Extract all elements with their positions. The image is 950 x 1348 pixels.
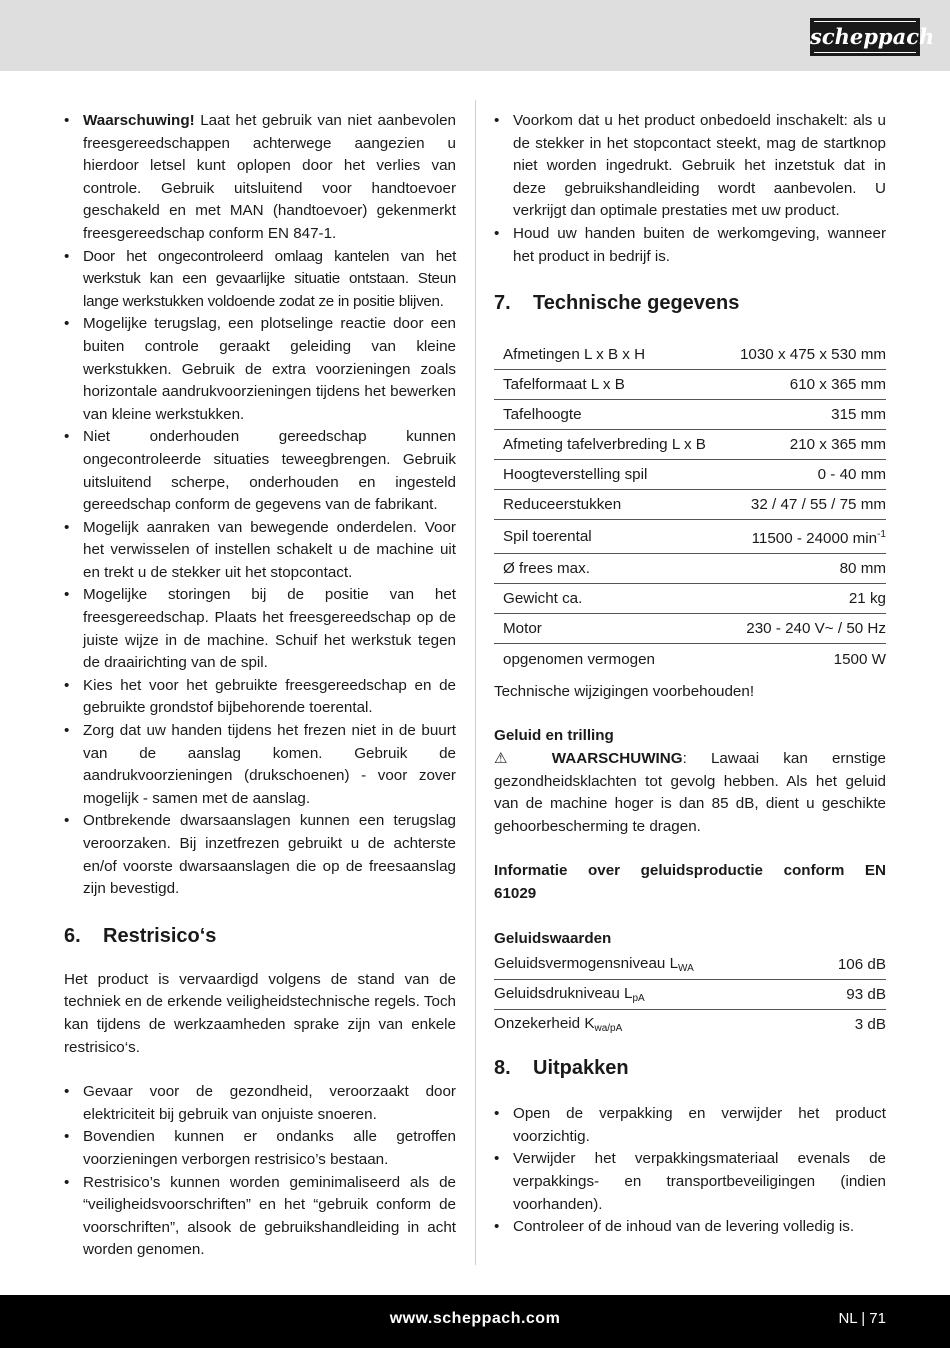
table-row: Afmetingen L x B x H 1030 x 475 x 530 mm (494, 340, 886, 370)
list-item: • Waarschuwing! Laat het gebruik van niet aanbevolen freesgereedschappen achterwege aangezien u hierdoor letsel kunt oplopen door het verlies van controle. Gebruik uitsluitend voor handtoevoer geschakeld en met MAN (handtoevoer) gekenmerkt freesgereedschap conform EN 847-1. (64, 110, 456, 246)
table-row: Ø frees max. 80 mm (494, 554, 886, 584)
right-column (494, 110, 886, 1239)
table-row: Gewicht ca. 21 kg (494, 584, 886, 614)
list-item: • Kies het voor het gebruikte freesgereedschap en de gebruikte grondstof bijbehorende toerental. (64, 675, 456, 720)
list-item: • Door het ongecontroleerd omlaag kantelen van het werkstuk kan een gevaarlijke situatie ontstaan. Steun lange werkstukken voldoende zodat ze in positie blijven. (64, 246, 456, 314)
page-header (0, 0, 950, 71)
section-7-heading: 7. Technische gegevens (494, 292, 740, 315)
list-item: • Verwijder het verpakkingsmateriaal evenals de verpakkings- en transportbeveiligingen (indien voorhanden). (494, 1148, 886, 1216)
residual-risk-list (64, 1081, 456, 1262)
website-link[interactable]: www.scheppach.com (389, 1310, 561, 1327)
list-item: • Bovendien kunnen er ondanks alle getroffen voorzieningen verborgen restrisico’s bestaan. (64, 1126, 456, 1171)
list-item: • Restrisico’s kunnen worden geminimaliseerd als de “veiligheidsvoorschriften” en het “gebruik conform de voorschriften”, alsook de gebruikshandleiding in acht worden genomen. (64, 1172, 456, 1262)
table-row: Afmeting tafelverbreding L x B 210 x 365 mm (494, 430, 886, 460)
table-row: Tafelformaat L x B 610 x 365 mm (494, 370, 886, 400)
list-item: • Mogelijke storingen bij de positie van het freesgereedschap. Plaats het freesgereedschap op de juiste wijze in de machine. Schuif het werkstuk tegen de draairichting van de spil. (64, 584, 456, 674)
noise-warning: ⚠ WAARSCHUWING: Lawaai kan ernstige gezondheidsklachten tot gevolg hebben. Als het geluid van de machine hoger is dan 85 dB, dient u geschikte gehoorbescherming te dragen. (494, 749, 886, 835)
noise-values-table (494, 950, 886, 1039)
table-row: Spil toerental 11500 - 24000 $\min^{-1}$ (494, 520, 886, 554)
unpacking-list (494, 1103, 886, 1239)
list-item: • Houd uw handen buiten de werkomgeving, wanneer het product in bedrijf is. (494, 223, 886, 268)
table-row: Onzekerheid $K_{wa/pA}$ 3 dB (494, 1015, 886, 1035)
list-item: • Voorkom dat u het product onbedoeld inschakelt: als u de stekker in het stopcontact steekt, mag de startknop niet worden ingedrukt. Gebruik het inzetstuk dat in deze gebruikshandleiding wordt aanbevolen. U verkrijgt dan optimale prestaties met uw product. (494, 110, 886, 223)
safety-list (64, 110, 456, 901)
section-6-heading: 6. Restrisico‘s (64, 924, 217, 947)
section-6-paragraph: Het product is vervaardigd volgens de stand van de techniek en de erkende veiligheidstechnische regels. Toch kan tijdens de werkzaamheden sprake zijn van enkele restrisico‘s. (64, 970, 456, 1056)
list-item: • Controleer of de inhoud van de levering volledig is. (494, 1216, 886, 1239)
page-number: NL | 71 (838, 1310, 886, 1327)
list-item: • Open de verpakking en verwijder het product voorzichtig. (494, 1103, 886, 1148)
table-row: Hoogteverstelling spil 0 - 40 mm (494, 460, 886, 490)
technical-note: Technische wijzigingen voorbehouden! (494, 682, 755, 700)
list-item: • Mogelijk aanraken van bewegende onderdelen. Voor het verwisselen of instellen schakelt u de machine uit en trekt u de stekker uit het stopcontact. (64, 517, 456, 585)
list-item: • Ontbrekende dwarsaanslagen kunnen een terugslag veroorzaken. Bij inzetfrezen gebruikt u de achterste en/of voorste dwarsaanslagen die op de freesaanslag zijn bevestigd. (64, 810, 456, 900)
table-row: Motor 230 - 240 V~ / 50 Hz (494, 614, 886, 644)
warning-icon: ⚠ (494, 749, 528, 767)
list-item: • Gevaar voor de gezondheid, veroorzaakt door elektriciteit bij gebruik van onjuiste snoeren. (64, 1081, 456, 1126)
section-8-heading: 8. Uitpakken (494, 1057, 629, 1080)
noise-info-heading: Informatie over geluidsproductie conform EN 61029 (494, 862, 886, 902)
table-row: Reduceerstukken 32 / 47 / 55 / 75 mm (494, 490, 886, 520)
safety-list-continued (494, 110, 886, 268)
technical-specs-table (494, 340, 886, 674)
list-item: • Niet onderhouden gereedschap kunnen ongecontroleerde situaties teweegbrengen. Gebruik uitsluitend scherpe, onderhouden en ingesteld gereedschap conform de gegevens van de fabrikant. (64, 426, 456, 516)
page-footer (0, 1295, 950, 1348)
column-divider (475, 100, 476, 1265)
left-column (64, 110, 456, 1262)
noise-values-heading: Geluidswaarden (494, 929, 612, 947)
scheppach-logo: scheppach (810, 18, 920, 56)
table-row: Geluidsdrukniveau $L_{pA}$ 93 dB (494, 980, 886, 1010)
table-row: Tafelhoogte 315 mm (494, 400, 886, 430)
table-row: Geluidsvermogensniveau $L_{WA}$ 106 dB (494, 950, 886, 980)
list-item: • Mogelijke terugslag, een plotselinge reactie door een buiten controle geraakt geleiding van kleine werkstukken. Gebruik de extra voorzieningen zoals horizontale aandrukvoorzieningen tijdens het bewerken van kleine werkstukken. (64, 313, 456, 426)
noise-heading: Geluid en trilling (494, 727, 614, 745)
table-row: opgenomen vermogen 1500 W (503, 650, 886, 668)
list-item: • Zorg dat uw handen tijdens het frezen niet in de buurt van de aanslag komen. Gebruik de aandrukvoorzieningen (drukschoenen) - voor zover mogelijk - samen met de aanslag. (64, 720, 456, 810)
